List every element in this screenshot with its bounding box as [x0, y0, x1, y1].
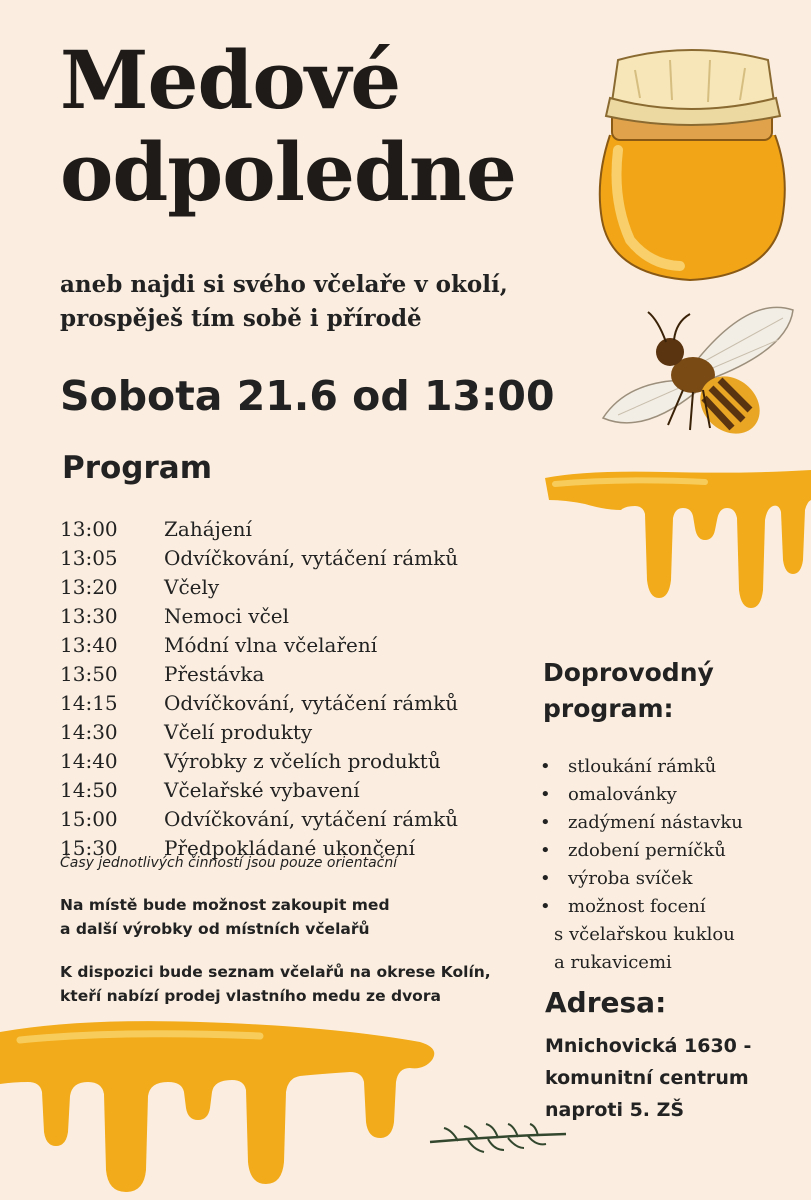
subtitle-line-2: prospěješ tím sobě i přírodě	[60, 305, 422, 332]
schedule-time: 13:05	[60, 546, 118, 570]
honey-drip-icon	[545, 470, 811, 620]
side-program-item: • stloukání rámků	[540, 753, 743, 781]
schedule-time: 14:50	[60, 778, 118, 802]
beekeepers-info-line-1: K dispozici bude seznam včelařů na okrese Kolín,	[60, 963, 491, 981]
bee-icon	[598, 300, 798, 460]
address-line-3: naproti 5. ZŠ	[545, 1099, 685, 1121]
side-program-item: • výroba svíček	[540, 865, 743, 893]
schedule-activity: Módní vlna včelaření	[164, 633, 378, 657]
side-program-item-continuation: s včelařskou kuklou	[554, 924, 735, 945]
side-program-item: • zadýmení nástavku	[540, 809, 743, 837]
side-heading-line-1: Doprovodný	[543, 658, 714, 687]
event-date: Sobota 21.6 od 13:00	[60, 372, 555, 420]
schedule-activity: Odvíčkování, vytáčení rámků	[164, 691, 459, 715]
address	[545, 1030, 751, 1126]
honey-jar-icon	[590, 40, 795, 285]
address-line-1: Mnichovická 1630 -	[545, 1035, 752, 1057]
schedule-row	[60, 633, 458, 662]
page-title	[60, 34, 516, 218]
side-program-item: • zdobení perníčků	[540, 837, 743, 865]
schedule-note: Časy jednotlivých činností jsou pouze orientační	[60, 855, 398, 871]
schedule-row	[60, 749, 458, 778]
schedule-row	[60, 807, 458, 836]
schedule-activity: Včely	[164, 575, 220, 599]
beekeepers-info-line-2: kteří nabízí prodej vlastního medu ze dvora	[60, 987, 441, 1005]
schedule-activity: Odvíčkování, vytáčení rámků	[164, 546, 459, 570]
schedule-time: 13:40	[60, 633, 118, 657]
address-line-2: komunitní centrum	[545, 1067, 749, 1089]
address-heading: Adresa:	[545, 986, 667, 1019]
title-line-1: Medové	[60, 33, 401, 127]
side-program-item: • omalovánky	[540, 781, 743, 809]
schedule-time: 13:00	[60, 517, 118, 541]
schedule-row	[60, 691, 458, 720]
honey-drip-icon	[0, 1012, 440, 1200]
schedule-time: 14:15	[60, 691, 118, 715]
schedule-activity: Předpokládané ukončení	[164, 836, 415, 860]
schedule-row	[60, 517, 458, 546]
schedule-activity: Včelí produkty	[164, 720, 313, 744]
schedule-time: 15:00	[60, 807, 118, 831]
side-heading-line-2: program:	[543, 694, 674, 723]
schedule-time: 13:20	[60, 575, 118, 599]
side-program-item-continuation: a rukavicemi	[554, 952, 672, 973]
schedule-time: 15:30	[60, 836, 118, 860]
purchase-info	[60, 893, 390, 941]
schedule-activity: Odvíčkování, vytáčení rámků	[164, 807, 459, 831]
title-line-2: odpoledne	[60, 125, 516, 219]
schedule-row	[60, 575, 458, 604]
purchase-info-line-2: a další výrobky od místních včelařů	[60, 920, 370, 938]
schedule-activity: Výrobky z včelích produktů	[164, 749, 441, 773]
schedule-time: 14:40	[60, 749, 118, 773]
schedule-activity: Přestávka	[164, 662, 265, 686]
schedule-row	[60, 778, 458, 807]
schedule-time: 14:30	[60, 720, 118, 744]
subtitle	[60, 268, 508, 336]
schedule-row	[60, 720, 458, 749]
subtitle-line-1: aneb najdi si svého včelaře v okolí,	[60, 271, 508, 298]
program-heading: Program	[62, 450, 213, 486]
schedule-row	[60, 662, 458, 691]
schedule-activity: Zahájení	[164, 517, 252, 541]
schedule-activity: Včelařské vybavení	[164, 778, 360, 802]
schedule-list	[60, 517, 458, 865]
purchase-info-line-1: Na místě bude možnost zakoupit med	[60, 896, 390, 914]
side-program-heading	[543, 655, 714, 727]
sprig-icon	[428, 1120, 568, 1160]
side-program-list	[540, 753, 743, 977]
schedule-time: 13:30	[60, 604, 118, 628]
beekeepers-info	[60, 960, 491, 1008]
schedule-activity: Nemoci včel	[164, 604, 290, 628]
schedule-row	[60, 604, 458, 633]
schedule-row	[60, 546, 458, 575]
side-program-item: • možnost focení	[540, 893, 743, 921]
schedule-time: 13:50	[60, 662, 118, 686]
